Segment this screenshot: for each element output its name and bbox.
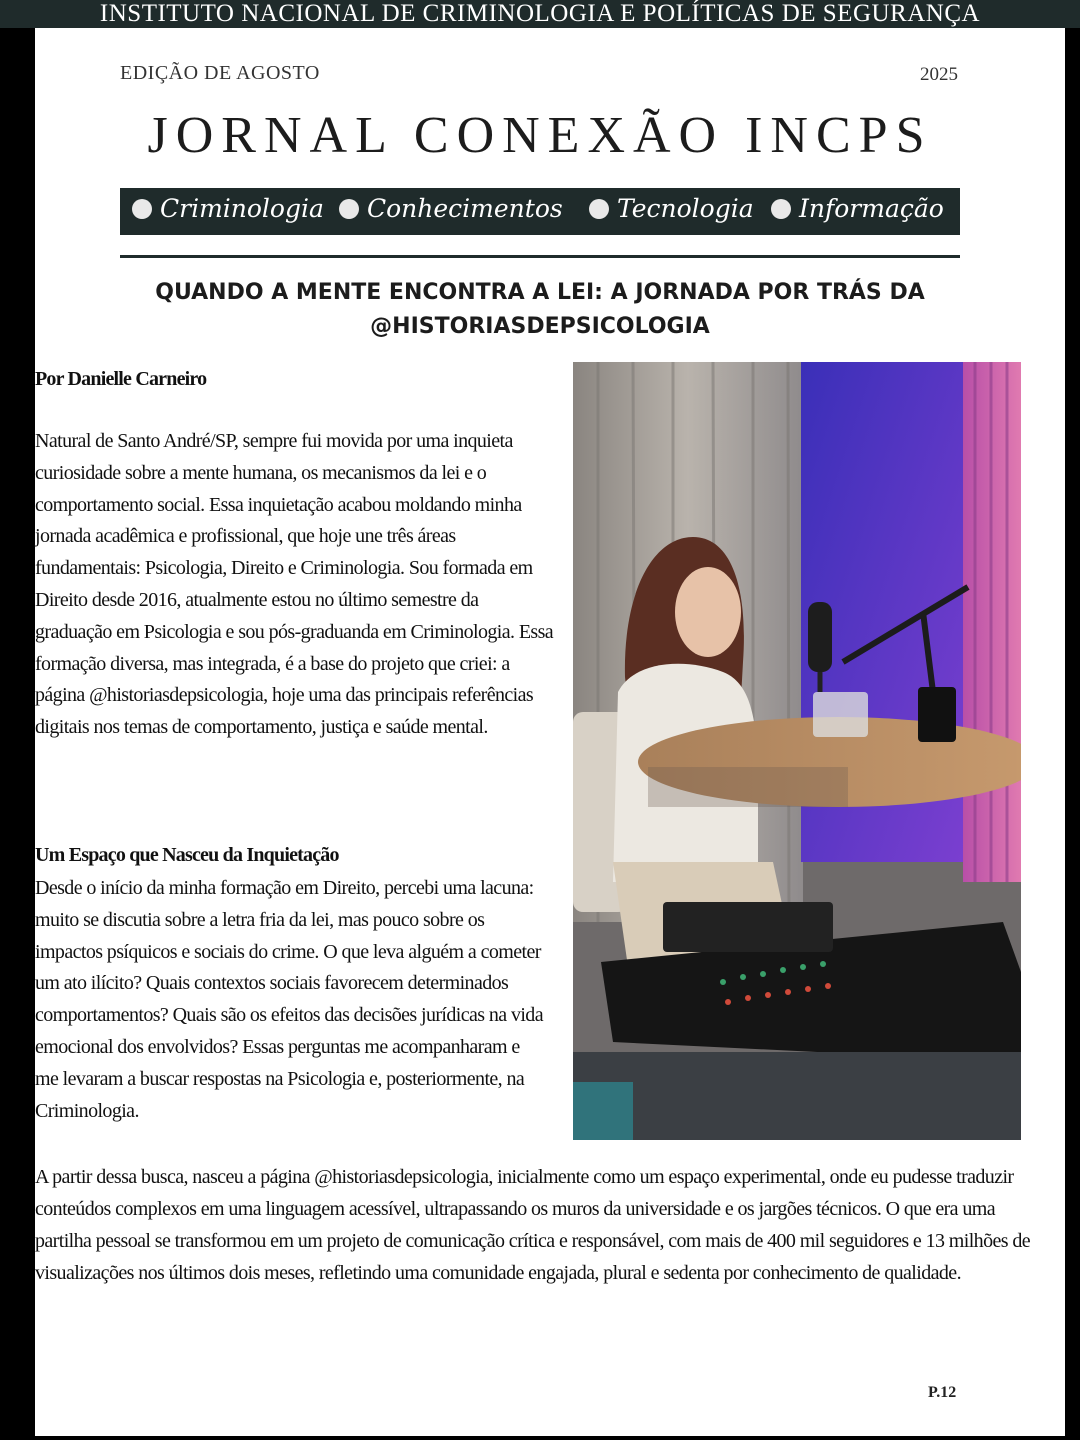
bullet-dot-icon — [132, 199, 152, 219]
topic-label: Tecnologia — [617, 194, 754, 223]
topic-informacao — [771, 194, 944, 223]
article-subheading: Um Espaço que Nasceu da Inquietação — [35, 844, 339, 866]
author-podcast-photo — [573, 362, 1021, 1140]
topic-criminologia — [132, 194, 324, 223]
topic-label: Conhecimentos — [367, 194, 563, 223]
topic-label: Criminologia — [160, 194, 324, 223]
newspaper-page — [35, 28, 1065, 1436]
topic-tecnologia — [589, 194, 754, 223]
article-byline: Por Danielle Carneiro — [35, 368, 207, 390]
bullet-dot-icon — [339, 199, 359, 219]
topics-bar — [120, 188, 960, 235]
article-paragraph-3: A partir dessa busca, nasceu a página @historiasdepsicologia, inicialmente como um espaço experimental, onde eu pudesse traduzir conteúdos complexos em uma linguagem acessível, ultrapassando os muros da universidade e os jargões técnicos. O que era uma partilha pessoal se transformou em um projeto de comunicação crítica e responsável, com mais de 400 mil seguidores e 13 milhões de visualizações nos últimos dois meses, refletindo uma comunidade engajada, plural e sedenta por conhecimento de qualidade. — [35, 1166, 1031, 1284]
page-number: P.12 — [928, 1384, 957, 1401]
headline-line-2: @HISTORIASDEPSICOLOGIA — [370, 314, 710, 339]
header-divider — [120, 255, 960, 258]
edition-year: 2025 — [920, 64, 958, 85]
article-paragraph-1: Natural de Santo André/SP, sempre fui movida por uma inquieta curiosidade sobre a mente humana, os mecanismos da lei e o comportamento social. Essa inquietação acabou moldando minha jornada acadêmica e profissional, que hoje une três áreas fundamentais: Psicologia, Direito e Criminologia. Sou formada em Direito desde 2016, atualmente estou no último semestre da graduação em Psicologia e sou pós-graduanda em Criminologia. Essa formação diversa, mas integrada, é a base do projeto que criei: a página @historiasdepsicologia, hoje uma das principais referências digitais nos temas de comportamento, justiça e saúde mental. — [35, 430, 554, 739]
article-paragraph-2: Desde o início da minha formação em Direito, percebi uma lacuna: muito se discutia sobre a letra fria da lei, mas pouco sobre os impactos psíquicos e sociais do crime. O que leva alguém a cometer um ato ilícito? Quais contextos sociais favorecem determinados comportamentos? Quais são os efeitos das decisões jurídicas na vida emocional dos envolvidos? Essas perguntas me acompanharam e me levaram a buscar respostas na Psicologia e, posteriormente, na Criminologia. — [35, 877, 543, 1122]
topic-conhecimentos — [339, 194, 563, 223]
topic-label: Informação — [799, 194, 944, 223]
article-headline — [120, 276, 960, 344]
bullet-dot-icon — [771, 199, 791, 219]
masthead-title: JORNAL CONEXÃO INCPS — [147, 107, 933, 164]
edition-label: EDIÇÃO DE AGOSTO — [120, 62, 320, 84]
bullet-dot-icon — [589, 199, 609, 219]
headline-line-1: QUANDO A MENTE ENCONTRA A LEI: A JORNADA POR TRÁS DA — [155, 280, 925, 305]
institute-banner: INSTITUTO NACIONAL DE CRIMINOLOGIA E POLÍTICAS DE SEGURANÇA — [0, 0, 1080, 28]
